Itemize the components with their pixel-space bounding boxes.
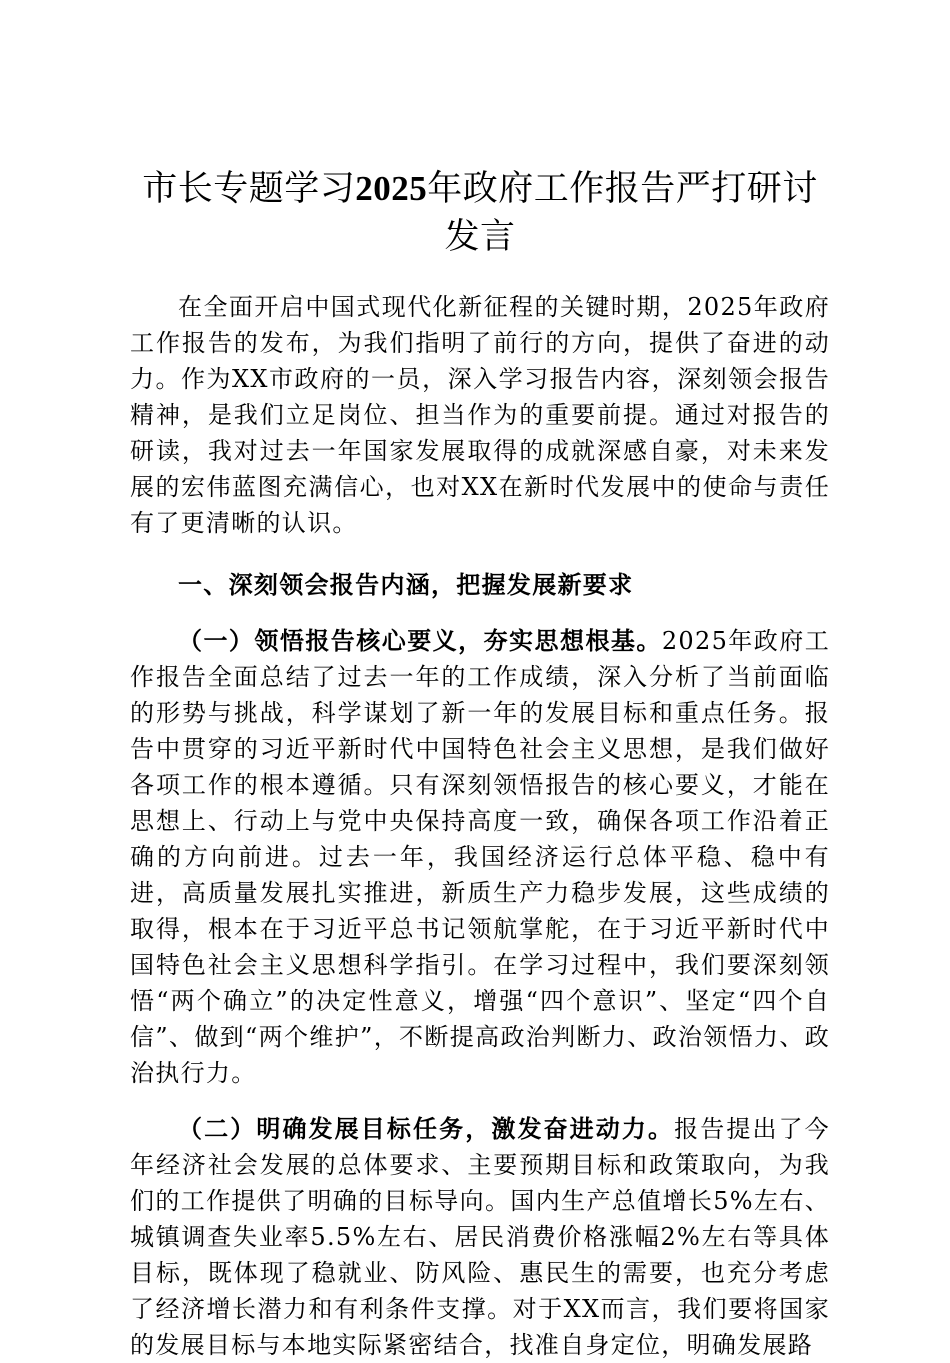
- subsection-2-text: 报告提出了今年经济社会发展的总体要求、主要预期目标和政策取向，为我们的工作提供了明确的目标导向。国内生产总值增长5%左右、城镇调查失业率5.5%左右、居民消费价格涨幅2%左右等具体目标，既体现了稳就业、防风险、惠民生的需要，也充分考虑了经济增长潜力和有利条件支撑。对于XX而言，我们要将国家的发展目标与本地实际紧密结合，找准自身定位，明确发展路: [130, 1115, 830, 1359]
- title-part-2: 年政府工作报告严打研讨发言: [427, 169, 818, 257]
- document-page: [130, 165, 830, 1363]
- subsection-2-heading: （二）明确发展目标任务，激发奋进动力。: [178, 1114, 675, 1143]
- subsection-1-paragraph: [130, 623, 830, 1091]
- document-title: [130, 165, 830, 261]
- title-year: 2025: [355, 169, 428, 208]
- subsection-1-heading: （一）领悟报告核心要义，夯实思想根基。: [178, 626, 662, 655]
- document-body: [130, 289, 830, 1363]
- section-1-heading: 一、深刻领会报告内涵，把握发展新要求: [178, 570, 634, 599]
- subsection-1-text: 2025年政府工作报告全面总结了过去一年的工作成绩，深入分析了当前面临的形势与挑战，科学谋划了新一年的发展目标和重点任务。报告中贯穿的习近平新时代中国特色社会主义思想，是我们做好各项工作的根本遵循。只有深刻领悟报告的核心要义，才能在思想上、行动上与党中央保持高度一致，确保各项工作沿着正确的方向前进。过去一年，我国经济运行总体平稳、稳中有进，高质量发展扎实推进，新质生产力稳步发展，这些成绩的取得，根本在于习近平总书记领航掌舵，在于习近平新时代中国特色社会主义思想科学指引。在学习过程中，我们要深刻领悟“两个确立”的决定性意义，增强“四个意识”、坚定“四个自信”、做到“两个维护”，不断提高政治判断力、政治领悟力、政治执行力。: [130, 627, 831, 1087]
- subsection-2-paragraph: [130, 1111, 830, 1363]
- intro-paragraph: 在全面开启中国式现代化新征程的关键时期，2025年政府工作报告的发布，为我们指明了前行的方向，提供了奋进的动力。作为XX市政府的一员，深入学习报告内容，深刻领会报告精神，是我们立足岗位、担当作为的重要前提。通过对报告的研读，我对过去一年国家发展取得的成就深感自豪，对未来发展的宏伟蓝图充满信心，也对XX在新时代发展中的使命与责任有了更清晰的认识。: [130, 293, 830, 537]
- title-part-1: 市长专题学习: [142, 169, 356, 209]
